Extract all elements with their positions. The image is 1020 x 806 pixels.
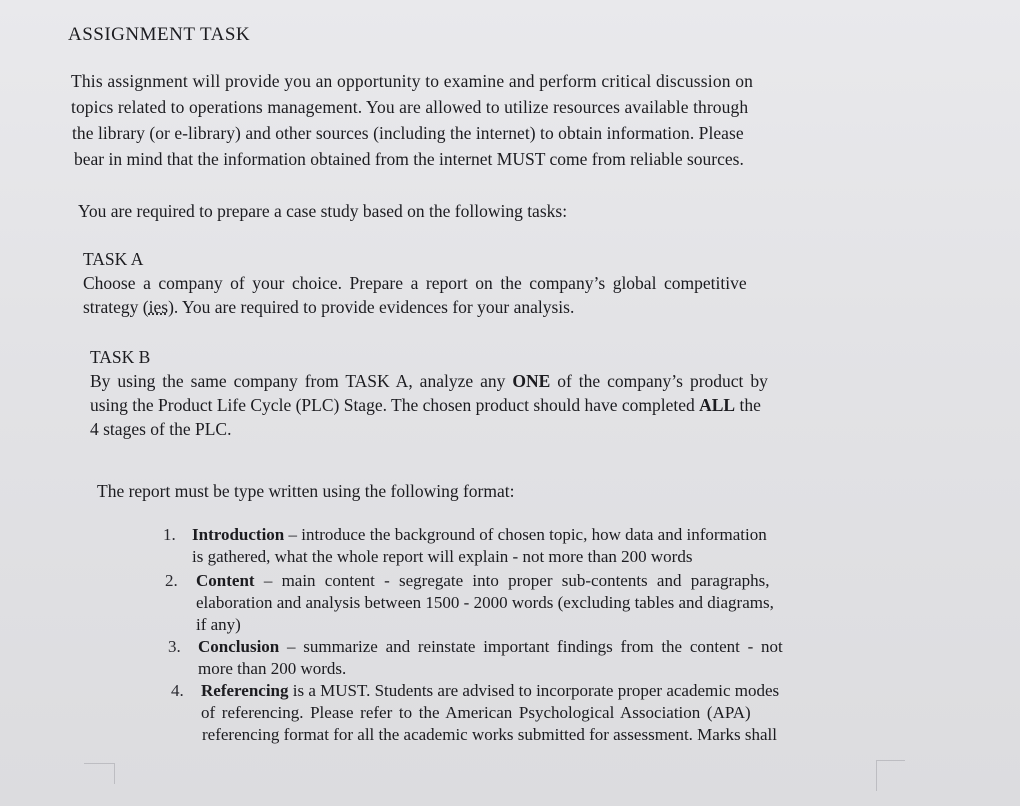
- item-2-line-3: if any): [196, 615, 241, 634]
- item-1-line-1: [192, 524, 767, 546]
- page-corner-mark-left: [84, 763, 115, 784]
- task-a-line-1: Choose a company of your choice. Prepare a report on the company’s global competitive: [83, 273, 747, 293]
- item-3-text: – summarize and reinstate important findings from the content - not: [279, 637, 783, 656]
- item-2-number: 2.: [165, 571, 178, 590]
- task-b-one: ONE: [512, 371, 551, 391]
- intro-line-3: the library (or e-library) and other sources (including the internet) to obtain information. Please: [72, 123, 744, 143]
- format-intro: The report must be type written using the following format:: [97, 481, 515, 501]
- item-4-line-1: [201, 680, 779, 702]
- intro-line-2: topics related to operations management. You are allowed to utilize resources available through: [71, 97, 749, 117]
- assignment-title: ASSIGNMENT TASK: [68, 24, 251, 45]
- item-1-number: 1.: [163, 525, 176, 544]
- task-b-line-1-end: of the company’s product by: [550, 371, 768, 391]
- item-4-text: is a MUST. Students are advised to incorporate proper academic modes: [288, 681, 780, 700]
- item-4-line-2: of referencing. Please refer to the American Psychological Association (APA): [201, 703, 751, 722]
- task-a-line-2: [83, 296, 574, 318]
- page-corner-mark-right: [876, 760, 905, 791]
- task-b-line-2: [90, 394, 761, 416]
- item-1-line-2: is gathered, what the whole report will explain - not more than 200 words: [192, 547, 693, 566]
- task-b-line-2-end: the: [735, 395, 761, 415]
- task-b-line-1-start: By using the same company from TASK A, analyze any: [90, 371, 513, 391]
- task-b-heading: TASK B: [90, 347, 151, 367]
- item-1-title: Introduction: [192, 525, 285, 544]
- task-b-line-3: 4 stages of the PLC.: [90, 419, 232, 439]
- task-b-line-1: [90, 370, 768, 392]
- task-a-heading: TASK A: [83, 249, 144, 269]
- intro-line-1: This assignment will provide you an opportunity to examine and perform critical discussion on: [71, 71, 754, 91]
- item-3-number: 3.: [168, 637, 181, 656]
- item-2-title: Content: [196, 571, 255, 590]
- intro-line-4: bear in mind that the information obtained from the internet MUST come from reliable sources.: [74, 149, 744, 169]
- task-a-line-2-end: ). You are required to provide evidences for your analysis.: [168, 297, 575, 317]
- item-3-line-2: more than 200 words.: [198, 659, 347, 678]
- item-3-title: Conclusion: [198, 637, 280, 656]
- task-b-line-2-start: using the Product Life Cycle (PLC) Stage. The chosen product should have completed: [90, 395, 700, 415]
- item-4-number: 4.: [171, 681, 184, 700]
- item-1-text: – introduce the background of chosen topic, how data and information: [284, 525, 767, 544]
- task-a-line-2-start: strategy (: [83, 297, 149, 317]
- task-b-all: ALL: [699, 395, 736, 415]
- item-3-line-1: [198, 636, 783, 658]
- item-4-line-3: referencing format for all the academic works submitted for assessment. Marks shall: [202, 725, 777, 744]
- task-a-ies: ies: [148, 297, 169, 317]
- item-4-title: Referencing: [201, 681, 289, 700]
- item-2-line-2: elaboration and analysis between 1500 - 2000 words (excluding tables and diagrams,: [196, 593, 774, 612]
- item-2-line-1: [196, 570, 770, 592]
- required-statement: You are required to prepare a case study based on the following tasks:: [78, 201, 568, 221]
- item-2-text: – main content - segregate into proper sub-contents and paragraphs,: [254, 571, 770, 590]
